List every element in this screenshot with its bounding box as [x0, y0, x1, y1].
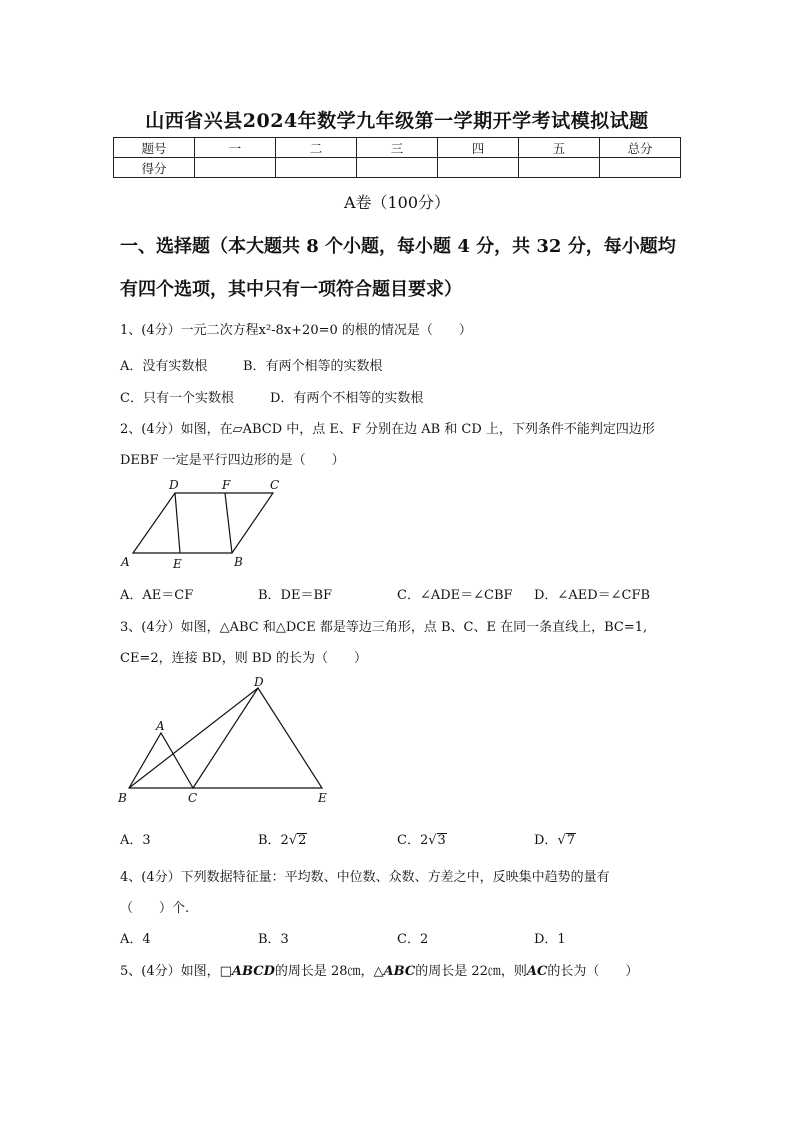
score-cell — [195, 158, 276, 178]
q4-option-c: C．2 — [397, 932, 429, 947]
table-cell: 五 — [519, 138, 600, 158]
q4-option-d: D．1 — [534, 932, 566, 947]
radical-sign: √ — [288, 833, 298, 848]
table-cell: 题号 — [114, 138, 195, 158]
triangles-figure — [112, 674, 342, 810]
q5-suffix: 的长为（ ） — [547, 964, 639, 979]
parallelogram-figure — [115, 476, 305, 574]
figure-label-c: C — [188, 791, 198, 805]
radical-sign: √ — [557, 833, 566, 848]
score-cell — [519, 158, 600, 178]
figure-label-b: B — [234, 555, 243, 569]
q5-parallelogram-name: □ABCD — [219, 964, 275, 979]
table-cell: 得分 — [114, 158, 195, 178]
q5-mid2: 的周长是 22㎝，则 — [415, 964, 527, 979]
question-5-stem — [120, 960, 638, 979]
q3-option-b-prefix: B．2 — [258, 833, 289, 848]
figure-label-e: E — [173, 557, 182, 571]
q2-option-d: D．∠AED＝∠CFB — [534, 588, 651, 603]
q1-option-d: D．有两个不相等的实数根 — [270, 391, 424, 406]
question-3-stem-line2: CE=2，连接 BD，则 BD 的长为（ ） — [120, 651, 367, 666]
figure-label-c: C — [270, 478, 280, 492]
q2-option-c: C．∠ADE＝∠CBF — [397, 588, 513, 603]
q3-option-d-radicand: 7 — [566, 833, 576, 848]
triangle-abc — [129, 733, 193, 788]
question-4-stem-line1: 4、(4分）下列数据特征量：平均数、中位数、众数、方差之中，反映集中趋势的量有 — [120, 870, 610, 885]
q3-option-b — [258, 829, 307, 848]
section-title: A卷（100分） — [343, 193, 451, 212]
figure-label-b: B — [118, 791, 127, 805]
q5-segment-name: AC — [526, 964, 548, 979]
q3-option-d — [534, 829, 576, 848]
segment-de — [175, 493, 180, 553]
q1-option-a: A．没有实数根 — [120, 359, 208, 374]
q5-mid1: 的周长是 28㎝，△ — [274, 964, 384, 979]
table-cell: 总分 — [600, 138, 681, 158]
radical-sign: √ — [428, 833, 437, 848]
score-cell — [438, 158, 519, 178]
table-cell: 四 — [438, 138, 519, 158]
q2-option-b: B．DE＝BF — [258, 588, 333, 603]
table-cell: 三 — [357, 138, 438, 158]
q3-option-c — [397, 829, 447, 848]
q3-option-b-radicand: 2 — [298, 833, 307, 848]
score-cell — [276, 158, 357, 178]
score-cell — [600, 158, 681, 178]
figure-label-a: A — [121, 555, 130, 569]
question-1-stem: 1、(4分）一元二次方程x²-8x+20=0 的根的情况是（ ） — [120, 323, 472, 338]
q2-option-a: A．AE＝CF — [120, 588, 194, 603]
q5-prefix: 5、(4分）如图， — [120, 964, 220, 979]
segment-bd — [129, 688, 258, 788]
part-heading-line2: 有四个选项，其中只有一项符合题目要求） — [120, 279, 462, 300]
question-2-stem-line1: 2、(4分）如图，在▱ABCD 中，点 E、F 分别在边 AB 和 CD 上，下列条件不能判定四边形 — [120, 422, 655, 437]
q1-option-b: B．有两个相等的实数根 — [243, 359, 383, 374]
q3-option-c-radicand: 3 — [437, 833, 446, 848]
page-title: 山西省兴县2024年数学九年级第一学期开学考试模拟试题 — [145, 110, 649, 132]
q3-option-d-prefix: D． — [534, 833, 558, 848]
question-4-stem-line2: （ ）个. — [120, 901, 190, 916]
figure-label-d: D — [169, 478, 179, 492]
figure-label-e: E — [318, 791, 327, 805]
table-cell: 二 — [276, 138, 357, 158]
q1-option-c: C．只有一个实数根 — [120, 391, 234, 406]
q4-option-b: B．3 — [258, 932, 289, 947]
q3-option-a: A．3 — [120, 833, 151, 848]
q3-option-c-prefix: C．2 — [397, 833, 429, 848]
question-2-stem-line2: DEBF 一定是平行四边形的是（ ） — [120, 453, 345, 468]
score-table — [113, 137, 681, 178]
part-heading-line1: 一、选择题（本大题共 8 个小题，每小题 4 分，共 32 分，每小题均 — [120, 236, 676, 257]
q5-triangle-name: ABC — [383, 964, 416, 979]
triangle-dce — [193, 688, 322, 788]
score-table-score-row — [114, 158, 681, 178]
figure-label-d: D — [254, 675, 264, 689]
segment-fb — [225, 493, 232, 553]
score-table-header-row — [114, 138, 681, 158]
question-3-stem-line1: 3、(4分）如图，△ABC 和△DCE 都是等边三角形，点 B、C、E 在同一条直线上，BC=1, — [120, 620, 648, 635]
table-cell: 一 — [195, 138, 276, 158]
figure-label-f: F — [222, 478, 231, 492]
parallelogram-abcd — [133, 493, 273, 553]
q4-option-a: A．4 — [120, 932, 151, 947]
score-cell — [357, 158, 438, 178]
figure-label-a: A — [156, 719, 165, 733]
